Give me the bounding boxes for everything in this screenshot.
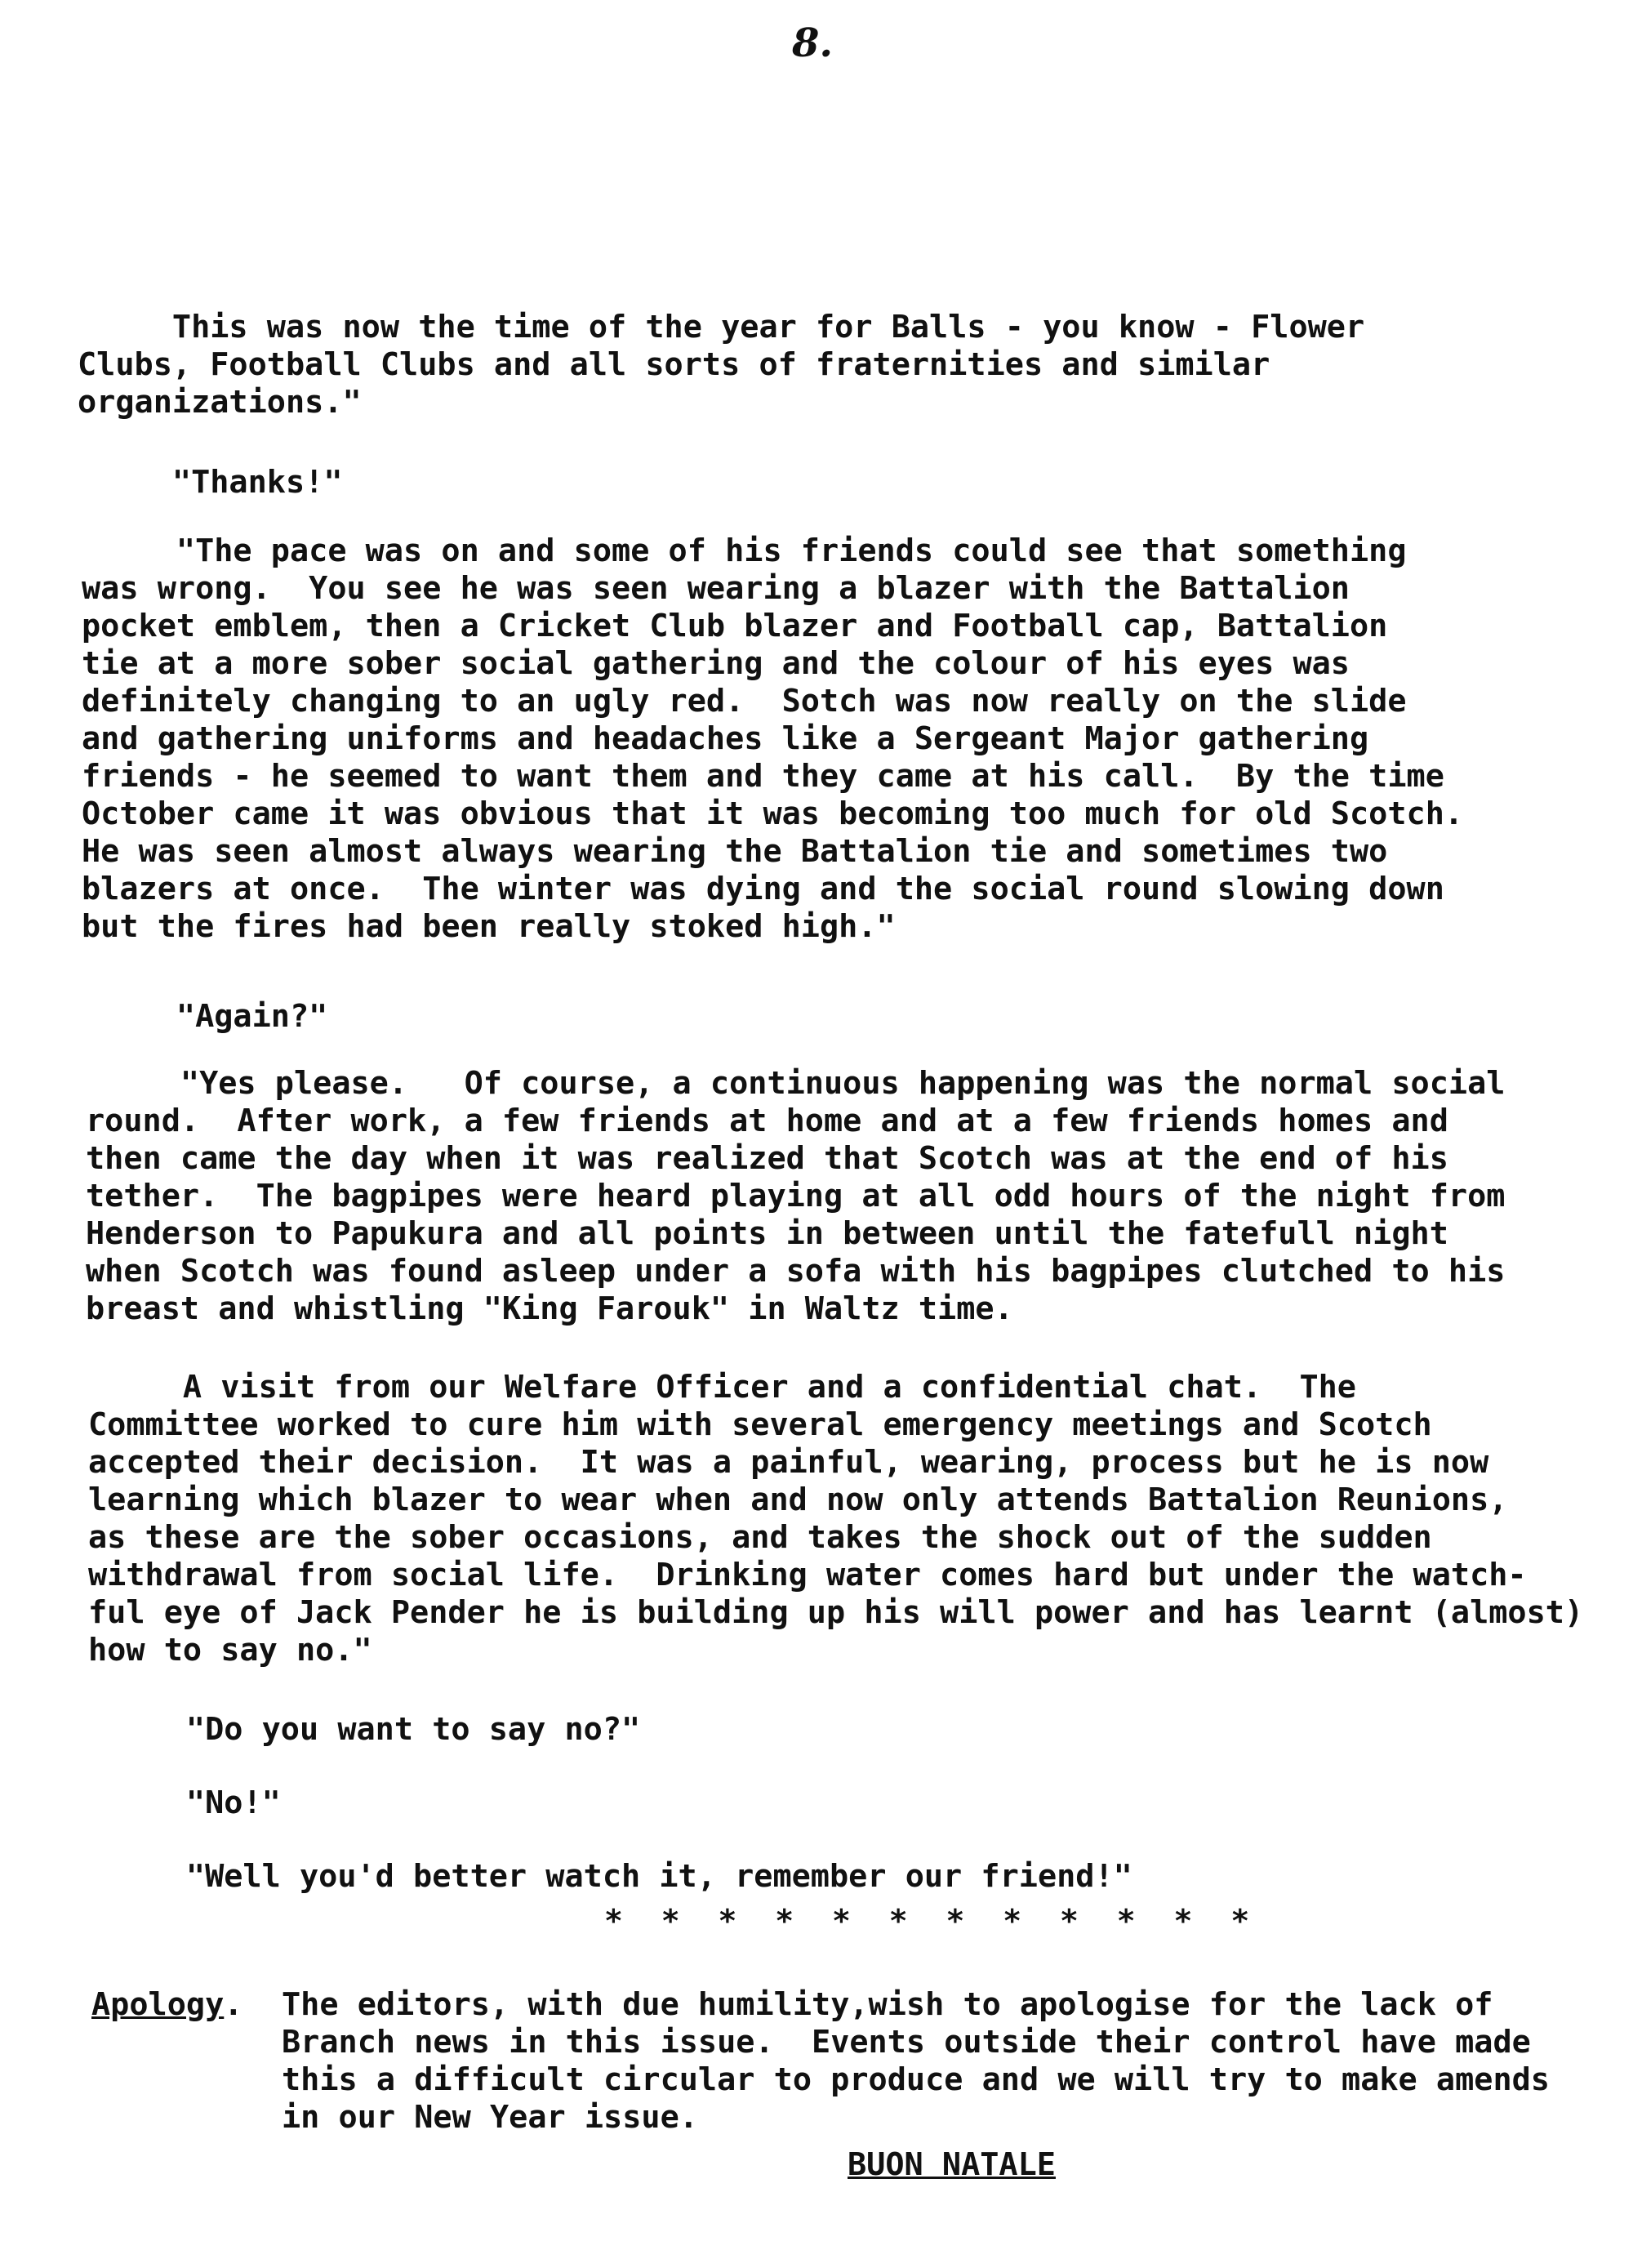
page-number: 8. <box>792 20 834 66</box>
paragraph-watch-it: "Well you'd better watch it, remember our friend!" <box>91 1858 1132 1895</box>
paragraph-welfare-visit: A visit from our Welfare Officer and a confidential chat. The Committee worked to cure him with several emergency meetings and Scotch accepted their decision. It was a painful, wearing, process but he is now learning which blazer to wear when and now only attends Battalion Reunions, as these are the sober occasions, and takes the shock out of the sudden withdrawal from social life. Drinking water comes hard but under the watch- ful eye of Jack Pender he is building up his will power and has learnt (almost) how to say no." <box>88 1369 1584 1669</box>
apology-text: The editors, with due humility,wish to apologise for the lack of Branch news in this issue. Events outside their control have made this a difficult circular to produce and we will try to make amends in our New Year issue. <box>282 1986 1550 2136</box>
section-separator: * * * * * * * * * * * * <box>604 1903 1260 1939</box>
apology-label-period: . <box>224 1986 243 2023</box>
signoff-buon-natale: BUON NATALE <box>848 2146 1056 2183</box>
paragraph-thanks: "Thanks!" <box>78 464 343 501</box>
paragraph-pace: "The pace was on and some of his friends could see that something was wrong. You see he was seen wearing a blazer with the Battalion pocket emblem, then a Cricket Club blazer and Football cap, Battalion tie at a more sober social gathering and the colour of his eyes was definitely changing to an ugly red. Sotch was now really on the slide and gathering uniforms and headaches like a Sergeant Major gathering friends - he seemed to want them and they came at his call. By the time October came it was obvious that it was becoming too much for old Scotch. He was seen almost always wearing the Battalion tie and sometimes two blazers at once. The winter was dying and the social round slowing down but the fires had been really stoked high." <box>82 532 1464 945</box>
paragraph-again: "Again?" <box>82 998 328 1035</box>
apology-heading <box>91 1986 243 2024</box>
apology-label: Apology <box>91 1986 225 2023</box>
paragraph-balls: This was now the time of the year for Balls - you know - Flower Clubs, Football Clubs and all sorts of fraternities and similar organizations." <box>78 309 1365 421</box>
paragraph-no: "No!" <box>91 1785 281 1821</box>
paragraph-yes-please: "Yes please. Of course, a continuous happening was the normal social round. After work, a few friends at home and at a few friends homes and then came the day when it was realized that Scotch was at the end of his tether. The bagpipes were heard playing at all odd hours of the night from Henderson to Papukura and all points in between until the fatefull night when Scotch was found asleep under a sofa with his bagpipes clutched to his breast and whistling "King Farouk" in Waltz time. <box>86 1065 1506 1327</box>
paragraph-say-no-question: "Do you want to say no?" <box>91 1711 641 1748</box>
